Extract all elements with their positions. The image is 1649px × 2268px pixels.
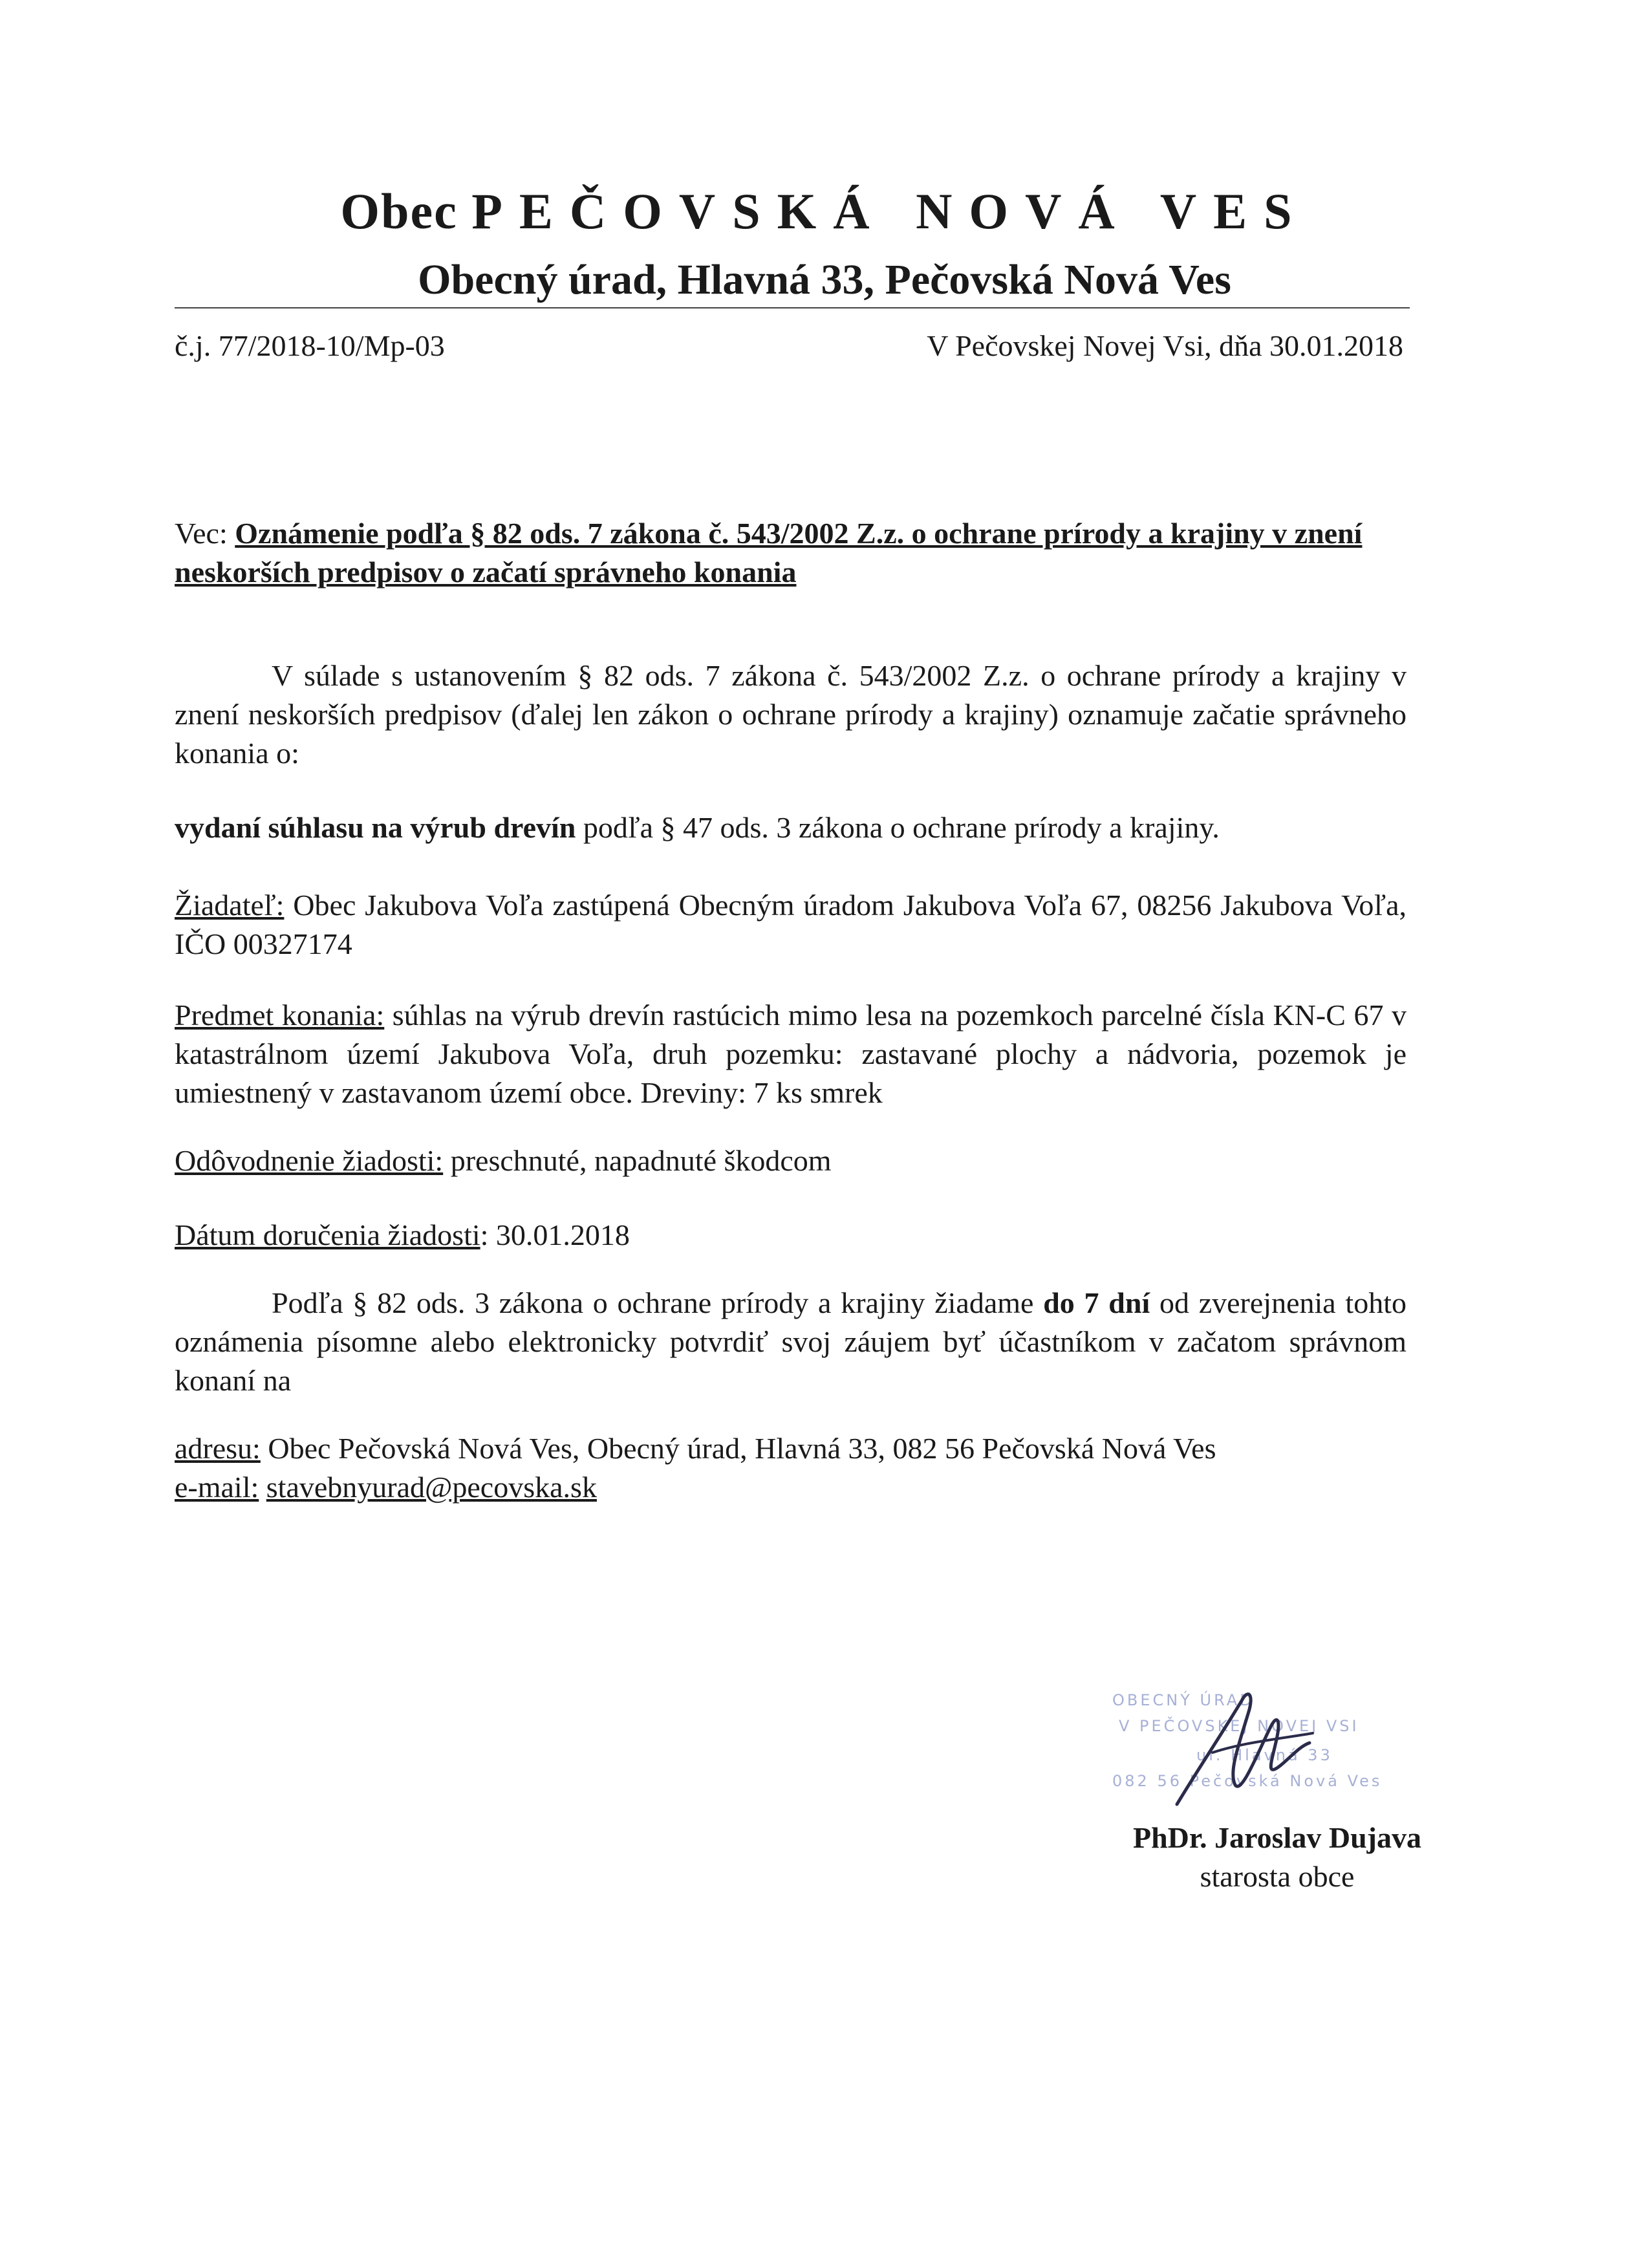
reason-label: Odôvodnenie žiadosti: bbox=[175, 1144, 444, 1177]
applicant-label: Žiadateľ: bbox=[175, 889, 285, 922]
header-divider bbox=[175, 307, 1410, 308]
intro-paragraph: V súlade s ustanovením § 82 ods. 7 zákona č. 543/2002 Z.z. o ochrane prírody a krajiny v znení neskorších predpisov (ďalej len zákon o ochrane prírody a krajiny) oznamuje začatie správneho konania o: bbox=[175, 659, 1406, 770]
address-text: Obec Pečovská Nová Ves, Obecný úrad, Hlavná 33, 082 56 Pečovská Nová Ves bbox=[260, 1432, 1216, 1465]
signer-name: PhDr. Jaroslav Dujava bbox=[1133, 1821, 1421, 1854]
stamp-line-4: 082 56 Pečovská Nová Ves bbox=[1112, 1772, 1383, 1790]
subject-matter-text: súhlas na výrub drevín rastúcich mimo lesa na pozemkoch parcelné čísla KN-C 67 v katastrálnom území Jakubova Voľa, druh pozemku: zastavané plochy a nádvoria, pozemok je umiestnený v zastavanom území obce. Dreviny: 7 ks smrek bbox=[175, 999, 1406, 1109]
request-end: od zverejnenia tohto oznámenia písomne alebo elektronicky potvrdiť svoj záujem byť účastníkom v začatom správnom konaní na bbox=[175, 1286, 1406, 1397]
reason-text: preschnuté, napadnuté škodcom bbox=[443, 1144, 832, 1177]
title-prefix: Obec bbox=[340, 183, 458, 239]
stamp-line-3: ul. Hlavná 33 bbox=[1196, 1746, 1333, 1764]
email-link[interactable]: stavebnyurad@pecovska.sk bbox=[266, 1471, 597, 1504]
delivery-date-paragraph bbox=[175, 1216, 1406, 1255]
subject-line bbox=[175, 514, 1403, 592]
office-subtitle: Obecný úrad, Hlavná 33, Pečovská Nová Ves bbox=[418, 256, 1231, 303]
address-label: adresu: bbox=[175, 1432, 261, 1465]
place-date: V Pečovskej Novej Vsi, dňa 30.01.2018 bbox=[927, 329, 1403, 362]
delivery-date-label: Dátum doručenia žiadosti bbox=[175, 1218, 480, 1251]
decision-paragraph bbox=[175, 808, 1406, 847]
reference-number: č.j. 77/2018-10/Mp-03 bbox=[175, 329, 445, 362]
reason-paragraph bbox=[175, 1141, 1406, 1180]
applicant-paragraph bbox=[175, 886, 1406, 964]
email-label: e-mail: bbox=[175, 1471, 259, 1504]
email-line bbox=[175, 1468, 1406, 1507]
signer-role: starosta obce bbox=[1200, 1860, 1355, 1893]
request-start: Podľa § 82 ods. 3 zákona o ochrane prírody a krajiny žiadame bbox=[272, 1286, 1044, 1319]
address-line bbox=[175, 1429, 1406, 1468]
delivery-date-text: : 30.01.2018 bbox=[480, 1218, 630, 1251]
subject-matter-label: Predmet konania: bbox=[175, 999, 385, 1031]
stamp-line-1: OBECNÝ ÚRAD bbox=[1112, 1691, 1255, 1709]
title-name: PEČOVSKÁ NOVÁ VES bbox=[471, 183, 1309, 239]
applicant-text: Obec Jakubova Voľa zastúpená Obecným úradom Jakubova Voľa 67, 08256 Jakubova Voľa, IČO 00327174 bbox=[175, 889, 1406, 960]
subject-text: Oznámenie podľa § 82 ods. 7 zákona č. 543/2002 Z.z. o ochrane prírody a krajiny v znení neskorších predpisov o začatí správneho konania bbox=[175, 517, 1363, 589]
decision-bold: vydaní súhlasu na výrub drevín bbox=[175, 811, 576, 844]
request-deadline: do 7 dní bbox=[1043, 1286, 1150, 1319]
stamp-line-2: V PEČOVSKEJ NOVEJ VSI bbox=[1119, 1717, 1359, 1735]
subject-label: Vec: bbox=[175, 517, 228, 550]
decision-rest: podľa § 47 ods. 3 zákona o ochrane prírody a krajiny. bbox=[576, 811, 1220, 844]
handwritten-signature bbox=[1151, 1675, 1358, 1817]
municipality-title bbox=[0, 182, 1649, 241]
subject-matter-paragraph bbox=[175, 996, 1406, 1112]
request-paragraph bbox=[175, 1284, 1406, 1400]
